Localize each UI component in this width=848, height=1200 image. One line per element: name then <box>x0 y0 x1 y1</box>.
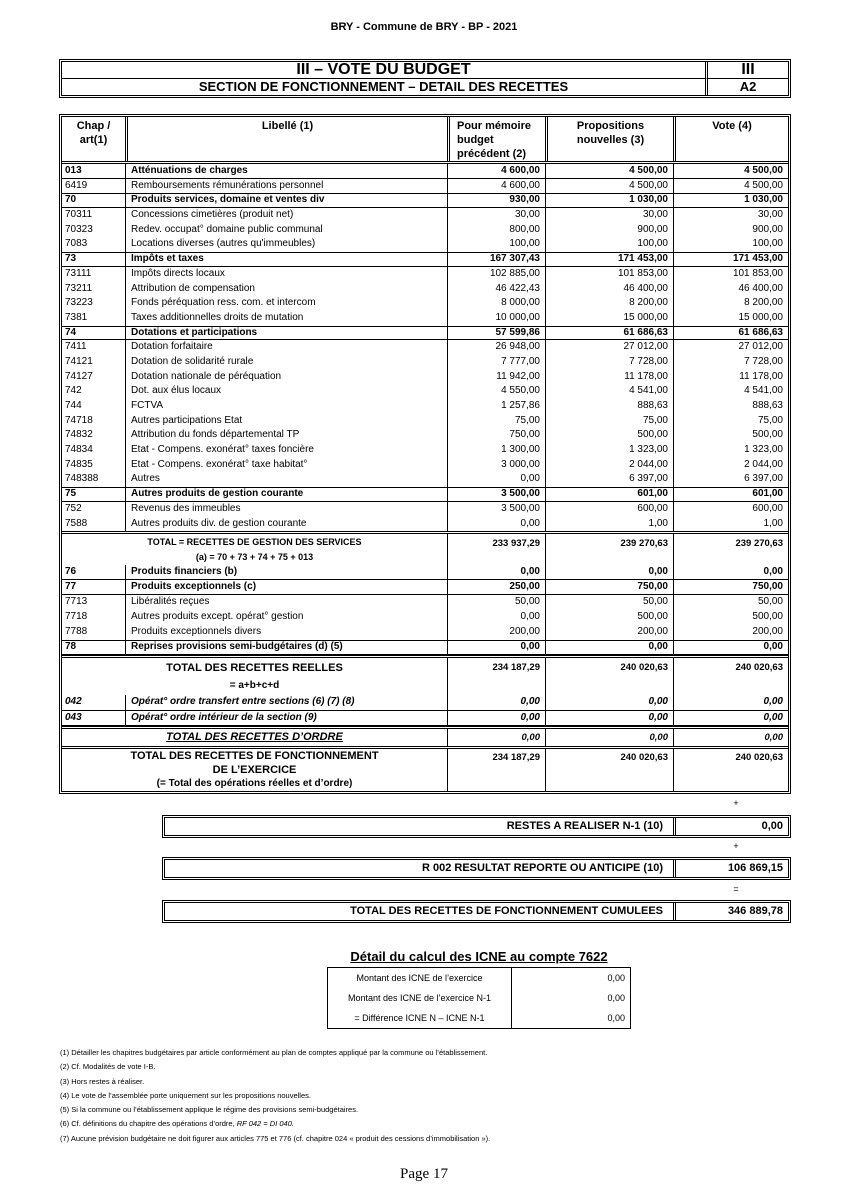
voted-value: 601,00 <box>673 488 788 501</box>
memo-value: 10 000,00 <box>447 311 545 326</box>
row-label: Dotation de solidarité rurale <box>125 355 447 370</box>
row-label: Reprises provisions semi-budgétaires (d) (5) <box>125 641 447 654</box>
memo-value: 0,00 <box>447 641 545 654</box>
article-row <box>62 458 788 473</box>
row-label: Autres <box>125 472 447 487</box>
proposed-value: 2 044,00 <box>545 458 673 473</box>
proposed-value: 200,00 <box>545 625 673 640</box>
voted-value: 4 541,00 <box>673 384 788 399</box>
restes-a-realiser-box <box>162 815 791 838</box>
voted-value: 75,00 <box>673 414 788 429</box>
proposed-value: 240 020,63 <box>545 658 673 695</box>
r002-label: R 002 RESULTAT REPORTE OU ANTICIPE (10) <box>421 862 663 874</box>
voted-value: 200,00 <box>673 625 788 640</box>
proposed-value: 500,00 <box>545 610 673 625</box>
column-header-vote: Vote (4) <box>673 117 788 161</box>
page-title-code: III <box>705 62 788 79</box>
row-label: Attribution de compensation <box>125 282 447 297</box>
chap-code: 74127 <box>65 370 93 382</box>
total-exercise-label <box>62 749 447 791</box>
icne-label: Montant des ICNE de l’exercice <box>356 973 483 983</box>
row-label: Attribution du fonds départemental TP <box>125 428 447 443</box>
column-header-memo: Pour mémoire budget précédent (2) <box>447 117 545 161</box>
row-label: Autres produits except. opérat° gestion <box>125 610 447 625</box>
footnote: (1) Détailler les chapitres budgétaires par article conformément au plan de comptes appliqué par la commune ou l’établissement. <box>60 1048 488 1057</box>
chap-code: 78 <box>65 641 77 653</box>
memo-value: 0,00 <box>447 711 545 726</box>
footnotes <box>60 1046 820 1146</box>
memo-value: 26 948,00 <box>447 340 545 355</box>
proposed-value: 4 500,00 <box>545 179 673 194</box>
article-row <box>62 517 788 532</box>
article-row <box>62 384 788 399</box>
memo-value: 930,00 <box>447 194 545 207</box>
proposed-value: 171 453,00 <box>545 253 673 266</box>
proposed-value: 239 270,63 <box>545 534 673 565</box>
row-label: Dot. aux élus locaux <box>125 384 447 399</box>
memo-value: 7 777,00 <box>447 355 545 370</box>
voted-value: 239 270,63 <box>673 534 788 565</box>
article-row <box>62 502 788 517</box>
proposed-value: 4 541,00 <box>545 384 673 399</box>
proposed-value: 7 728,00 <box>545 355 673 370</box>
proposed-value: 601,00 <box>545 488 673 501</box>
total-exercise-title-2: DE L’EXERCICE <box>212 764 297 777</box>
article-row <box>62 282 788 297</box>
proposed-value: 75,00 <box>545 414 673 429</box>
icne-table <box>327 967 631 1029</box>
memo-value: 3 500,00 <box>447 502 545 517</box>
memo-value: 4 600,00 <box>447 179 545 194</box>
row-label: Produits exceptionnels (c) <box>125 580 447 594</box>
row-label: Redev. occupat° domaine public communal <box>125 223 447 238</box>
row-label: Autres participations Etat <box>125 414 447 429</box>
total-services-formula: (a) = 70 + 73 + 74 + 75 + 013 <box>195 552 314 563</box>
page-number: Page 17 <box>400 1166 448 1182</box>
voted-value: 600,00 <box>673 502 788 517</box>
voted-value: 240 020,63 <box>673 658 788 695</box>
chap-code: 70323 <box>65 223 93 235</box>
memo-value: 1 300,00 <box>447 443 545 458</box>
article-row <box>62 428 788 443</box>
total-services-title: TOTAL = RECETTES DE GESTION DES SERVICES <box>147 537 362 548</box>
total-order-label <box>62 729 447 746</box>
row-label: Autres produits de gestion courante <box>125 488 447 501</box>
voted-value: 61 686,63 <box>673 327 788 340</box>
article-row <box>62 179 788 194</box>
article-row <box>62 625 788 640</box>
services-section <box>62 164 788 531</box>
chap-code: 7718 <box>65 611 88 623</box>
total-exercise-row <box>62 746 788 791</box>
row-label: Etat - Compens. exonérat° taxe habitat° <box>125 458 447 473</box>
row-label: Dotation nationale de péréquation <box>125 370 447 385</box>
row-label: Fonds péréquation ress. com. et intercom <box>125 296 447 311</box>
proposed-value: 100,00 <box>545 237 673 252</box>
footnote: (3) Hors restes à réaliser. <box>60 1076 145 1086</box>
icne-value: 0,00 <box>511 988 630 1008</box>
chap-code: 7381 <box>65 311 88 323</box>
total-services-row <box>62 531 788 565</box>
voted-value: 101 853,00 <box>673 267 788 282</box>
memo-value: 234 187,29 <box>447 658 545 695</box>
order-section <box>62 695 788 726</box>
voted-value: 46 400,00 <box>673 282 788 297</box>
article-row <box>62 443 788 458</box>
chap-code: 6419 <box>65 179 88 191</box>
plus-operator: + <box>733 841 739 851</box>
r002-box <box>162 857 791 880</box>
memo-value: 75,00 <box>447 414 545 429</box>
row-label: FCTVA <box>125 399 447 414</box>
total-order-row <box>62 726 788 746</box>
voted-value: 50,00 <box>673 595 788 610</box>
article-row <box>62 296 788 311</box>
voted-value: 2 044,00 <box>673 458 788 473</box>
proposed-value: 1,00 <box>545 517 673 532</box>
title-box <box>59 59 791 98</box>
icne-row <box>328 968 630 988</box>
voted-value: 900,00 <box>673 223 788 238</box>
voted-value: 171 453,00 <box>673 253 788 266</box>
chap-code: 744 <box>65 400 82 411</box>
chapter-row <box>62 193 788 208</box>
article-row <box>62 267 788 282</box>
proposed-value: 600,00 <box>545 502 673 517</box>
voted-value: 0,00 <box>673 729 788 746</box>
chap-code: 7713 <box>65 596 88 608</box>
memo-value: 11 942,00 <box>447 370 545 385</box>
chap-code: 748388 <box>65 473 99 485</box>
revenue-detail-table <box>59 114 791 794</box>
equals-operator: = <box>733 884 739 894</box>
chap-code: 74718 <box>65 414 93 426</box>
article-row <box>62 399 788 414</box>
row-label: Opérat° ordre transfert entre sections (6) (7) (8) <box>125 695 447 710</box>
memo-value: 3 000,00 <box>447 458 545 473</box>
proposed-value: 500,00 <box>545 428 673 443</box>
total-services-label <box>62 534 447 565</box>
proposed-value: 27 012,00 <box>545 340 673 355</box>
chap-code: 043 <box>65 711 82 723</box>
voted-value: 240 020,63 <box>673 749 788 791</box>
row-label: Impôts directs locaux <box>125 267 447 282</box>
chapter-row <box>62 487 788 502</box>
chap-code: 742 <box>65 385 82 397</box>
voted-value: 0,00 <box>673 695 788 710</box>
total-real-label <box>62 658 447 695</box>
row-label: Produits exceptionnels divers <box>125 625 447 640</box>
article-row <box>62 595 788 610</box>
voted-value: 27 012,00 <box>673 340 788 355</box>
chap-code: 73111 <box>65 267 92 279</box>
row-label: Atténuations de charges <box>125 164 447 178</box>
footnote <box>60 1117 820 1131</box>
row-label: Dotation forfaitaire <box>125 340 447 355</box>
voted-value: 1,00 <box>673 517 788 532</box>
row-label: Produits financiers (b) <box>125 565 447 579</box>
proposed-value: 0,00 <box>545 565 673 579</box>
voted-value: 0,00 <box>673 641 788 654</box>
proposed-value: 15 000,00 <box>545 311 673 326</box>
voted-value: 1 030,00 <box>673 194 788 207</box>
icne-label: Montant des ICNE de l’exercice N-1 <box>347 993 492 1003</box>
total-exercise-title: TOTAL DES RECETTES DE FONCTIONNEMENT <box>130 750 379 763</box>
footnote-text: (6) Cf. définitions du chapitre des opérations d’ordre, <box>60 1119 237 1129</box>
voted-value: 4 500,00 <box>673 164 788 178</box>
proposed-value: 750,00 <box>545 580 673 594</box>
chap-code: 70 <box>65 194 77 206</box>
article-row <box>62 223 788 238</box>
proposed-value: 6 397,00 <box>545 472 673 487</box>
memo-value: 102 885,00 <box>447 267 545 282</box>
memo-value: 0,00 <box>447 472 545 487</box>
memo-value: 50,00 <box>447 595 545 610</box>
article-row <box>62 472 788 487</box>
proposed-value: 30,00 <box>545 208 673 223</box>
footnote: (2) Cf. Modalités de vote I-B. <box>60 1062 156 1072</box>
chap-code: 77 <box>65 581 77 593</box>
memo-value: 750,00 <box>447 428 545 443</box>
footnote-italic-text: RF 042 = DI 040. <box>236 1119 294 1129</box>
cumulative-value: 346 889,78 <box>673 903 788 920</box>
proposed-value: 8 200,00 <box>545 296 673 311</box>
column-header-label: Libellé (1) <box>125 117 447 161</box>
total-order-title: TOTAL DES RECETTES D’ORDRE <box>166 731 343 744</box>
chapter-row <box>62 565 788 580</box>
chap-code: 042 <box>65 696 82 708</box>
icne-label: = Différence ICNE N – ICNE N-1 <box>354 1013 485 1023</box>
restes-label: RESTES A REALISER N-1 (10) <box>506 820 663 832</box>
voted-value: 1 323,00 <box>673 443 788 458</box>
table-header-row <box>62 117 788 164</box>
memo-value: 250,00 <box>447 580 545 594</box>
chap-code: 74 <box>65 326 77 338</box>
chapter-row <box>62 326 788 341</box>
proposed-value: 0,00 <box>545 729 673 746</box>
icne-title: Détail du calcul des ICNE au compte 7622 <box>350 949 608 964</box>
article-row <box>62 414 788 429</box>
row-label: Taxes additionnelles droits de mutation <box>125 311 447 326</box>
memo-value: 233 937,29 <box>447 534 545 565</box>
page-subtitle: SECTION DE FONCTIONNEMENT – DETAIL DES RECETTES <box>198 78 569 94</box>
row-label: Autres produits div. de gestion courante <box>125 517 447 532</box>
memo-value: 0,00 <box>447 565 545 579</box>
plus-operator: + <box>733 798 739 808</box>
voted-value: 888,63 <box>673 399 788 414</box>
memo-value: 0,00 <box>447 695 545 710</box>
proposed-value: 46 400,00 <box>545 282 673 297</box>
voted-value: 11 178,00 <box>673 370 788 385</box>
memo-value: 234 187,29 <box>447 749 545 791</box>
memo-value: 0,00 <box>447 729 545 746</box>
voted-value: 0,00 <box>673 711 788 726</box>
chap-code: 7083 <box>65 238 88 250</box>
icne-value: 0,00 <box>511 1008 630 1028</box>
proposed-value: 4 500,00 <box>545 164 673 178</box>
article-row <box>62 610 788 625</box>
memo-value: 8 000,00 <box>447 296 545 311</box>
row-label: Etat - Compens. exonérat° taxes foncière <box>125 443 447 458</box>
chap-code: 74834 <box>65 444 93 456</box>
proposed-value: 101 853,00 <box>545 267 673 282</box>
proposed-value: 900,00 <box>545 223 673 238</box>
chap-code: 73223 <box>65 297 93 309</box>
chap-code: 74835 <box>65 458 93 470</box>
row-label: Libéralités reçues <box>125 595 447 610</box>
proposed-value: 0,00 <box>545 711 673 726</box>
voted-value: 6 397,00 <box>673 472 788 487</box>
memo-value: 4 550,00 <box>447 384 545 399</box>
row-label: Dotations et participations <box>125 327 447 340</box>
chapter-row <box>62 580 788 595</box>
memo-value: 100,00 <box>447 237 545 252</box>
page-title: III – VOTE DU BUDGET <box>62 62 705 79</box>
cumulative-total-box <box>162 900 791 923</box>
footnote: (7) Aucune prévision budgétaire ne doit figurer aux articles 775 et 776 (cf. chapitre 024 « produit des cessions d’immobilisation »). <box>60 1133 491 1143</box>
article-row <box>62 370 788 385</box>
chap-code: 73 <box>65 253 77 265</box>
row-label: Produits services, domaine et ventes div <box>125 194 447 207</box>
total-exercise-note: (= Total des opérations réelles et d’ordre) <box>156 778 353 790</box>
proposed-value: 50,00 <box>545 595 673 610</box>
proposed-value: 0,00 <box>545 695 673 710</box>
other-real-section <box>62 565 788 655</box>
article-row <box>62 340 788 355</box>
memo-value: 200,00 <box>447 625 545 640</box>
chapter-row <box>62 711 788 727</box>
proposed-value: 11 178,00 <box>545 370 673 385</box>
page-subtitle-code: A2 <box>705 79 788 96</box>
chap-code: 73211 <box>65 282 93 294</box>
total-real-formula: = a+b+c+d <box>229 680 280 692</box>
memo-value: 1 257,86 <box>447 399 545 414</box>
voted-value: 500,00 <box>673 428 788 443</box>
memo-value: 46 422,43 <box>447 282 545 297</box>
cumulative-label: TOTAL DES RECETTES DE FONCTIONNEMENT CUMULEES <box>350 905 663 917</box>
chapter-row <box>62 640 788 655</box>
chap-code: 74832 <box>65 429 93 441</box>
total-real-title: TOTAL DES RECETTES REELLES <box>166 662 343 675</box>
chapter-row <box>62 164 788 179</box>
voted-value: 30,00 <box>673 208 788 223</box>
memo-value: 4 600,00 <box>447 164 545 178</box>
footnote: (5) Si la commune ou l’établissement applique le régime des provisions semi-budgétaires. <box>60 1105 359 1115</box>
article-row <box>62 355 788 370</box>
proposed-value: 0,00 <box>545 641 673 654</box>
r002-value: 106 869,15 <box>673 860 788 877</box>
proposed-value: 61 686,63 <box>545 327 673 340</box>
row-label: Opérat° ordre intérieur de la section (9) <box>125 711 447 726</box>
memo-value: 800,00 <box>447 223 545 238</box>
chap-code: 752 <box>65 502 82 514</box>
proposed-value: 240 020,63 <box>545 749 673 791</box>
memo-value: 167 307,43 <box>447 253 545 266</box>
restes-value: 0,00 <box>673 818 788 835</box>
chapter-row <box>62 695 788 711</box>
document-header: BRY - Commune de BRY - BP - 2021 <box>330 21 518 33</box>
row-label: Concessions cimetières (produit net) <box>125 208 447 223</box>
row-label: Locations diverses (autres qu'immeubles) <box>125 237 447 252</box>
footnote: (4) Le vote de l’assemblée porte uniquement sur les propositions nouvelles. <box>60 1090 311 1100</box>
chap-code: 74121 <box>65 355 93 367</box>
memo-value: 3 500,00 <box>447 488 545 501</box>
article-row <box>62 311 788 326</box>
voted-value: 8 200,00 <box>673 296 788 311</box>
chap-code: 013 <box>65 165 82 176</box>
voted-value: 15 000,00 <box>673 311 788 326</box>
chapter-row <box>62 252 788 267</box>
proposed-value: 1 030,00 <box>545 194 673 207</box>
row-label: Impôts et taxes <box>125 253 447 266</box>
column-header-chap: Chap / art(1) <box>76 120 111 146</box>
voted-value: 750,00 <box>673 580 788 594</box>
chap-code: 70311 <box>65 209 93 221</box>
chap-code: 7588 <box>65 517 88 529</box>
voted-value: 100,00 <box>673 237 788 252</box>
chap-code: 7788 <box>65 626 88 638</box>
voted-value: 0,00 <box>673 565 788 579</box>
chap-code: 76 <box>65 566 77 578</box>
row-label: Revenus des immeubles <box>125 502 447 517</box>
proposed-value: 888,63 <box>545 399 673 414</box>
icne-value: 0,00 <box>511 968 630 988</box>
icne-row <box>328 988 630 1008</box>
total-real-row <box>62 655 788 695</box>
icne-row <box>328 1008 630 1028</box>
voted-value: 4 500,00 <box>673 179 788 194</box>
article-row <box>62 208 788 223</box>
column-header-proposals: Propositions nouvelles (3) <box>545 117 673 161</box>
chap-code: 75 <box>65 488 77 500</box>
voted-value: 7 728,00 <box>673 355 788 370</box>
proposed-value: 1 323,00 <box>545 443 673 458</box>
voted-value: 500,00 <box>673 610 788 625</box>
row-label: Remboursements rémunérations personnel <box>125 179 447 194</box>
memo-value: 0,00 <box>447 610 545 625</box>
memo-value: 30,00 <box>447 208 545 223</box>
memo-value: 0,00 <box>447 517 545 532</box>
memo-value: 57 599,86 <box>447 327 545 340</box>
chap-code: 7411 <box>65 341 87 353</box>
article-row <box>62 237 788 252</box>
